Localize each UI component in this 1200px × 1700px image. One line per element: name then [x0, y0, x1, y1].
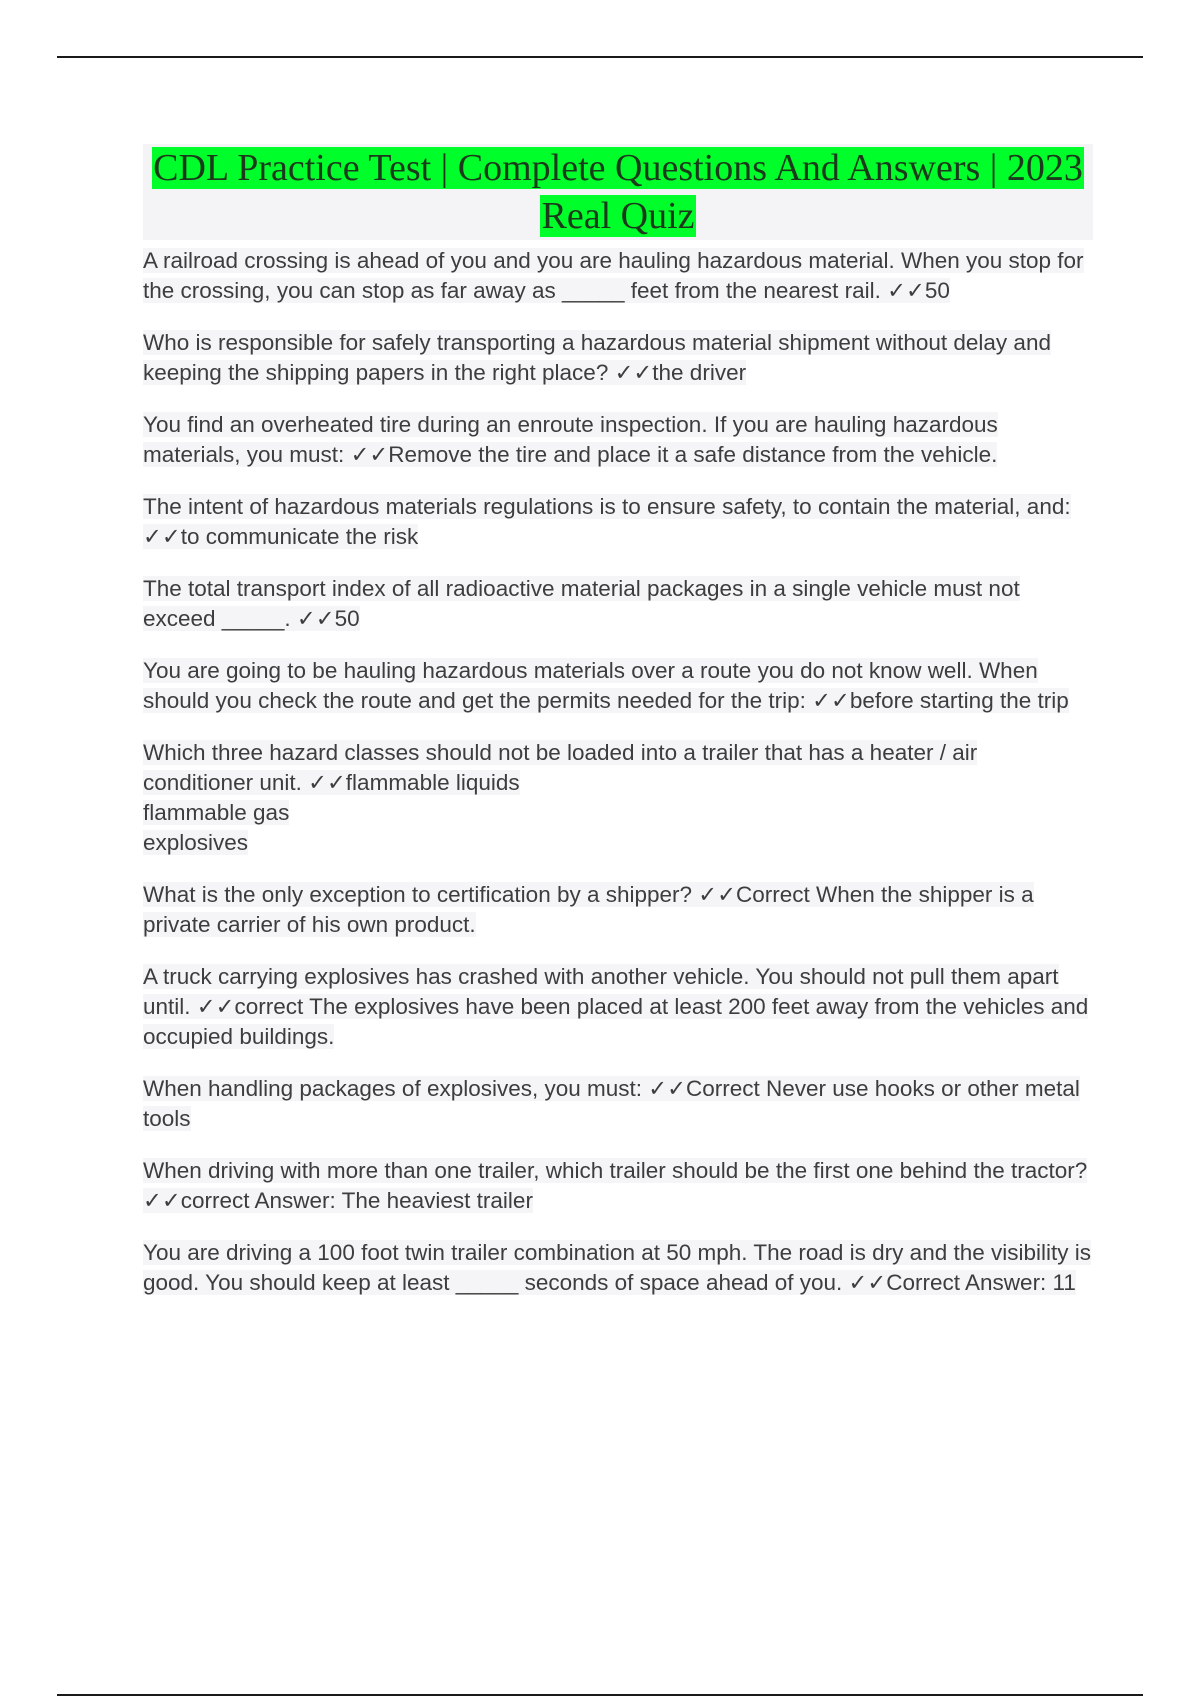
qa-text: You find an overheated tire during an enroute inspection. If you are hauling hazardous materials, you must: ✓✓Remove the tire and place it a safe distance from the vehicle. [143, 412, 998, 467]
qa-text: The total transport index of all radioactive material packages in a single vehicle must not exceed _____. ✓✓50 [143, 576, 1020, 631]
qa-text: When driving with more than one trailer, which trailer should be the first one behind the tractor? ✓✓correct Answer: The heaviest trailer [143, 1158, 1088, 1213]
document-title: CDL Practice Test | Complete Questions And Answers | 2023 Real Quiz [153, 147, 1083, 237]
qa-item [143, 656, 1093, 716]
qa-item [143, 328, 1093, 388]
qa-text: When handling packages of explosives, you must: ✓✓Correct Never use hooks or other metal tools [143, 1076, 1080, 1131]
qa-text: Which three hazard classes should not be loaded into a trailer that has a heater / air conditioner unit. ✓✓flammable liquids flammable gas explosives [143, 740, 978, 855]
qa-item [143, 574, 1093, 634]
qa-text: What is the only exception to certification by a shipper? ✓✓Correct When the shipper is a private carrier of his own product. [143, 882, 1034, 937]
title-block [143, 144, 1093, 240]
footer-rule [57, 1694, 1143, 1696]
qa-item [143, 1074, 1093, 1134]
qa-item [143, 410, 1093, 470]
qa-item [143, 880, 1093, 940]
qa-item [143, 738, 1093, 858]
document-body [143, 144, 1093, 1320]
qa-text: Who is responsible for safely transporting a hazardous material shipment without delay and keeping the shipping papers in the right place? ✓✓the driver [143, 330, 1051, 385]
qa-text: You are driving a 100 foot twin trailer combination at 50 mph. The road is dry and the visibility is good. You should keep at least _____ seconds of space ahead of you. ✓✓Correct Answer: 11 [143, 1240, 1092, 1295]
qa-text: The intent of hazardous materials regulations is to ensure safety, to contain the material, and: ✓✓to communicate the risk [143, 494, 1071, 549]
qa-text: A truck carrying explosives has crashed with another vehicle. You should not pull them apart until. ✓✓correct The explosives have been placed at least 200 feet away from the vehicles and occupied buildings. [143, 964, 1089, 1049]
header-rule [57, 56, 1143, 58]
qa-item [143, 1156, 1093, 1216]
qa-text: You are going to be hauling hazardous materials over a route you do not know well. When should you check the route and get the permits needed for the trip: ✓✓before starting the trip [143, 658, 1069, 713]
qa-item [143, 246, 1093, 306]
qa-item [143, 492, 1093, 552]
qa-item [143, 1238, 1093, 1298]
qa-text: A railroad crossing is ahead of you and you are hauling hazardous material. When you stop for the crossing, you can stop as far away as _____ feet from the nearest rail. ✓✓50 [143, 248, 1084, 303]
qa-item [143, 962, 1093, 1052]
